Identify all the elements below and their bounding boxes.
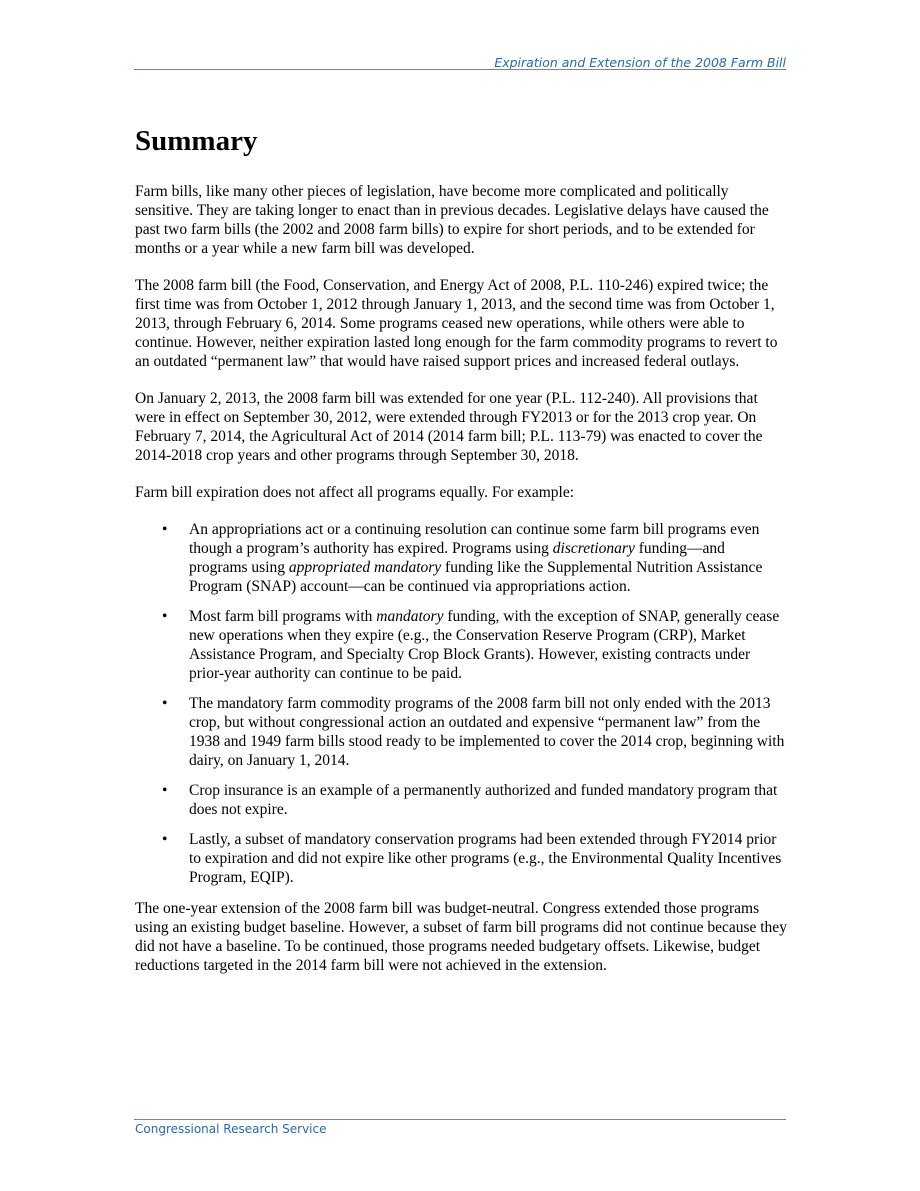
bullet-2-text-a: Most farm bill programs with [189, 608, 377, 625]
bullet-4-text: Crop insurance is an example of a permanently authorized and funded mandatory program that does not expire. [189, 782, 778, 818]
bullet-item-5 [135, 830, 787, 887]
paragraph-2: The 2008 farm bill (the Food, Conservation, and Energy Act of 2008, P.L. 110-246) expired twice; the first time was from October 1, 2012 through January 1, 2013, and the second time was from October 1, 2013, through February 6, 2014. Some programs ceased new operations, while others were able to continue. However, neither expiration lasted long enough for the farm commodity programs to revert to an outdated “permanent law” that would have raised support prices and increased federal outlays. [135, 277, 778, 370]
bullet-item-1 [135, 520, 787, 596]
bullet-item-2 [135, 607, 787, 683]
bullet-1-text-b: funding—and programs using [189, 540, 725, 576]
bullet-2-italic: mandatory [376, 608, 444, 625]
bullet-item-4 [135, 781, 787, 819]
bullet-marker: • [162, 782, 168, 799]
running-header: Expiration and Extension of the 2008 Farm Bill [494, 55, 786, 70]
bullet-marker: • [162, 831, 168, 848]
paragraph-5: The one-year extension of the 2008 farm bill was budget-neutral. Congress extended those programs using an existing budget baseline. However, a subset of farm bill programs did not continue because they did not have a baseline. To be continued, those programs needed budgetary offsets. Likewise, budget reductions targeted in the 2014 farm bill were not achieved in the extension. [135, 900, 787, 974]
bullet-1-text-c: funding like the Supplemental Nutrition Assistance Program (SNAP) account—can be continued via appropriations action. [189, 559, 763, 595]
bullet-3-text: The mandatory farm commodity programs of the 2008 farm bill not only ended with the 2013 crop, but without congressional action an outdated and expensive “permanent law” from the 1938 and 1949 farm bills stood ready to be implemented to cover the 2014 crop, beginning with dairy, on January 1, 2014. [189, 695, 785, 769]
paragraph-4: Farm bill expiration does not affect all programs equally. For example: [135, 484, 575, 501]
bullet-1-italic-1: discretionary [552, 540, 635, 557]
footer-org: Congressional Research Service [135, 1122, 327, 1136]
bullet-marker: • [162, 695, 168, 712]
summary-section [135, 122, 787, 993]
header-rule [134, 69, 786, 70]
paragraph-3: On January 2, 2013, the 2008 farm bill was extended for one year (P.L. 112-240). All provisions that were in effect on September 30, 2012, were extended through FY2013 or for the 2013 crop year. On February 7, 2014, the Agricultural Act of 2014 (2014 farm bill; P.L. 113-79) was enacted to cover the 2014-2018 crop years and other programs through September 30, 2018. [135, 390, 763, 464]
bullet-2-text-b: funding, with the exception of SNAP, generally cease new operations when they expire (e.g., the Conservation Reserve Program (CRP), Market Assistance Program, and Specialty Crop Block Grants). However, existing contracts under prior-year authority can continue to be paid. [189, 608, 780, 682]
bullet-marker: • [162, 521, 168, 538]
bullet-1-text-a: An appropriations act or a continuing resolution can continue some farm bill programs even though a program’s authority has expired. Programs using [189, 521, 760, 557]
bullet-marker: • [162, 608, 168, 625]
bullet-5-text: Lastly, a subset of mandatory conservation programs had been extended through FY2014 prior to expiration and did not expire like other programs (e.g., the Environmental Quality Incentives Program, EQIP). [189, 831, 782, 886]
section-title: Summary [135, 125, 258, 157]
bullet-list [135, 520, 787, 887]
footer-rule [134, 1119, 786, 1120]
bullet-item-3 [135, 694, 787, 770]
bullet-1-italic-2: appropriated mandatory [288, 559, 442, 576]
paragraph-1: Farm bills, like many other pieces of legislation, have become more complicated and politically sensitive. They are taking longer to enact than in previous decades. Legislative delays have caused the past two farm bills (the 2002 and 2008 farm bills) to expire for short periods, and to be extended for months or a year while a new farm bill was developed. [135, 183, 769, 257]
